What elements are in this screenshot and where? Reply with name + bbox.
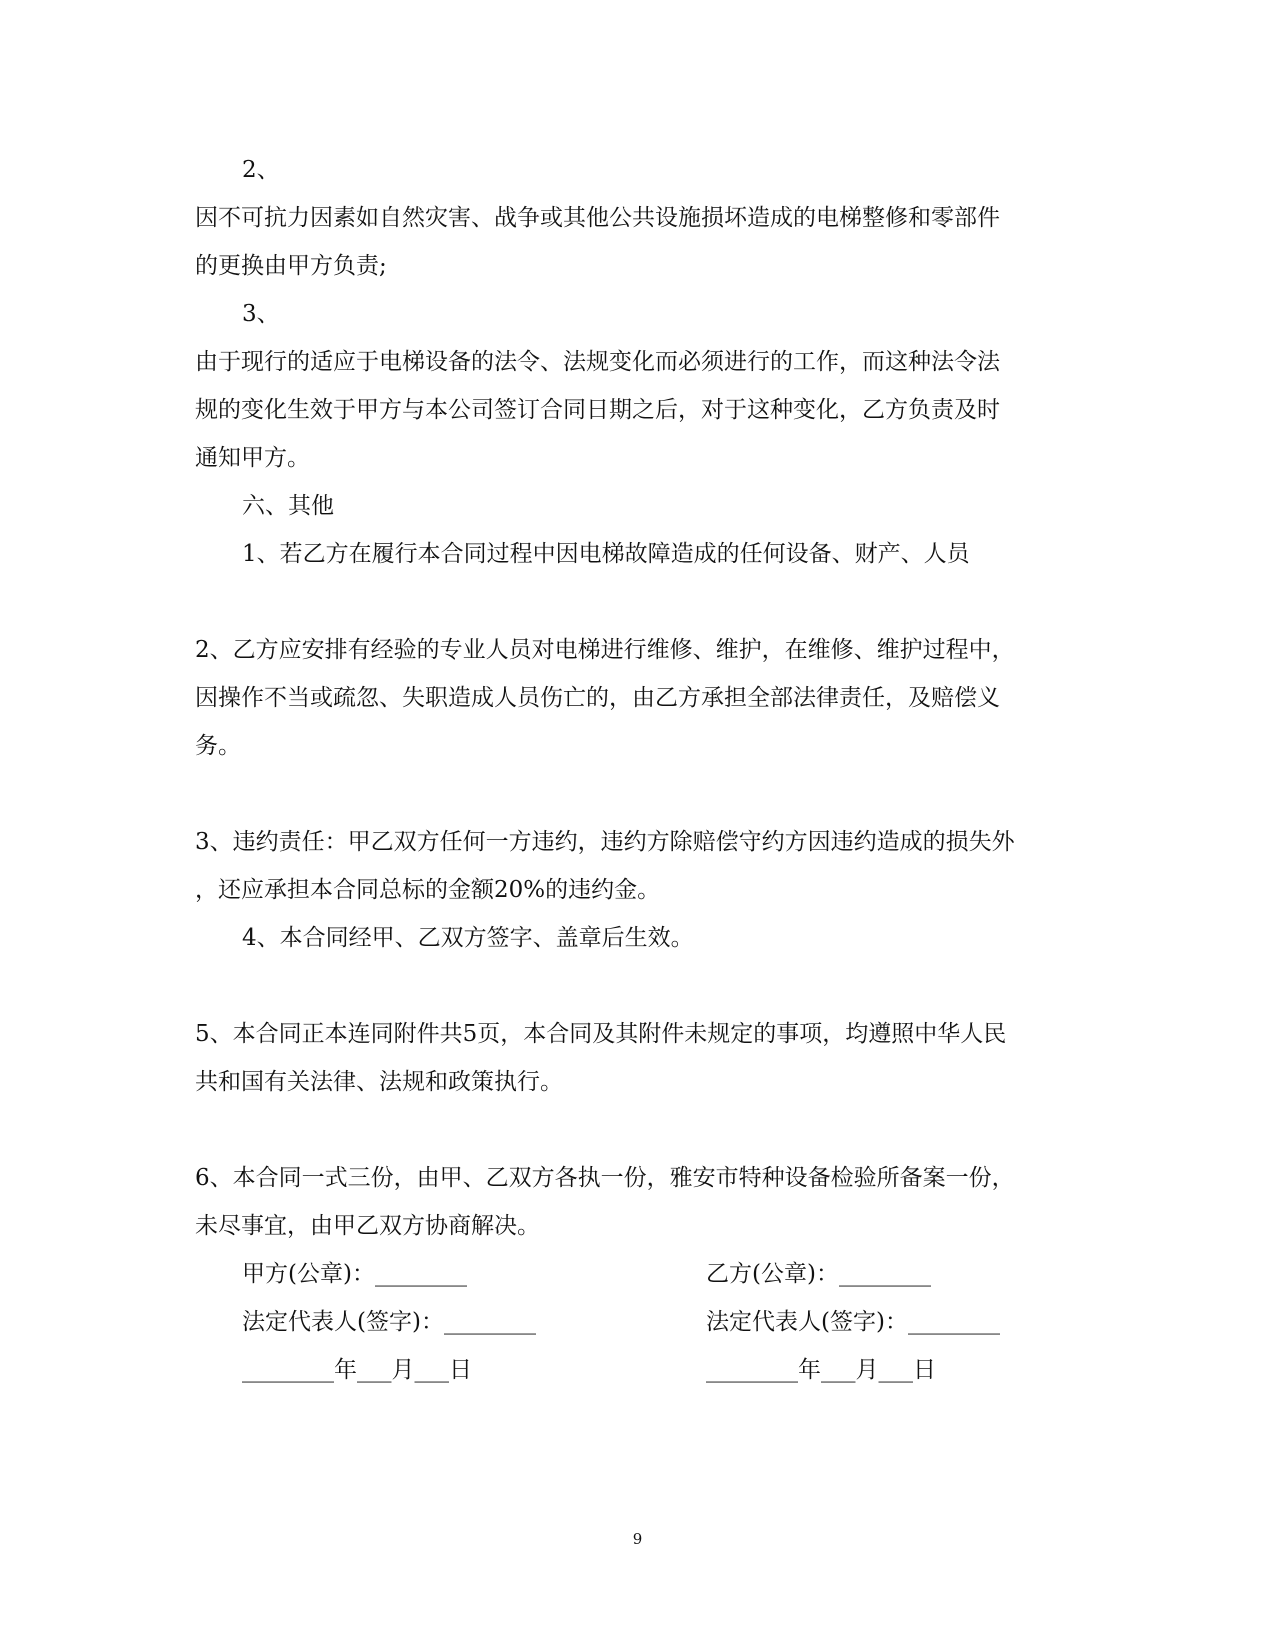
party-b-date: ________年___月___日 [706, 1357, 936, 1383]
party-a-date: ________年___月___日 [242, 1357, 472, 1383]
paragraph-line: 2、乙方应安排有经验的专业人员对电梯进行维修、维护，在维修、维护过程中， [195, 637, 1015, 663]
party-b-seal: 乙方(公章)：________ [706, 1261, 931, 1287]
item-3-number: 3、 [242, 301, 280, 327]
item-2-number: 2、 [242, 157, 280, 183]
section-heading: 六、其他 [242, 493, 334, 519]
paragraph-line: 共和国有关法律、法规和政策执行。 [195, 1069, 563, 1095]
paragraph-line: 通知甲方。 [195, 445, 310, 471]
paragraph-line: 由于现行的适应于电梯设备的法令、法规变化而必须进行的工作，而这种法令法 [195, 349, 1000, 375]
page-number: 9 [632, 1530, 643, 1548]
paragraph-line: 6、本合同一式三份，由甲、乙双方各执一份，雅安市特种设备检验所备案一份， [195, 1165, 1015, 1191]
party-b-representative: 法定代表人(签字)：________ [706, 1309, 1000, 1335]
paragraph-line: 3、违约责任：甲乙双方任何一方违约，违约方除赔偿守约方因违约造成的损失外 [195, 829, 1015, 855]
paragraph-line: ，还应承担本合同总标的金额20%的违约金。 [195, 877, 661, 903]
paragraph-line: 的更换由甲方负责; [195, 253, 387, 279]
paragraph-line: 因不可抗力因素如自然灾害、战争或其他公共设施损坏造成的电梯整修和零部件 [195, 205, 1000, 231]
paragraph-line: 4、本合同经甲、乙双方签字、盖章后生效。 [242, 925, 694, 951]
party-a-representative: 法定代表人(签字)：________ [242, 1309, 536, 1335]
paragraph-line: 1、若乙方在履行本合同过程中因电梯故障造成的任何设备、财产、人员 [242, 541, 970, 567]
paragraph-line: 未尽事宜，由甲乙双方协商解决。 [195, 1213, 540, 1239]
paragraph-line: 因操作不当或疏忽、失职造成人员伤亡的，由乙方承担全部法律责任，及赔偿义 [195, 685, 1000, 711]
paragraph-line: 务。 [195, 733, 241, 759]
party-a-seal: 甲方(公章)：________ [242, 1261, 467, 1287]
paragraph-line: 5、本合同正本连同附件共5页，本合同及其附件未规定的事项，均遵照中华人民 [195, 1021, 1007, 1047]
paragraph-line: 规的变化生效于甲方与本公司签订合同日期之后，对于这种变化，乙方负责及时 [195, 397, 1000, 423]
